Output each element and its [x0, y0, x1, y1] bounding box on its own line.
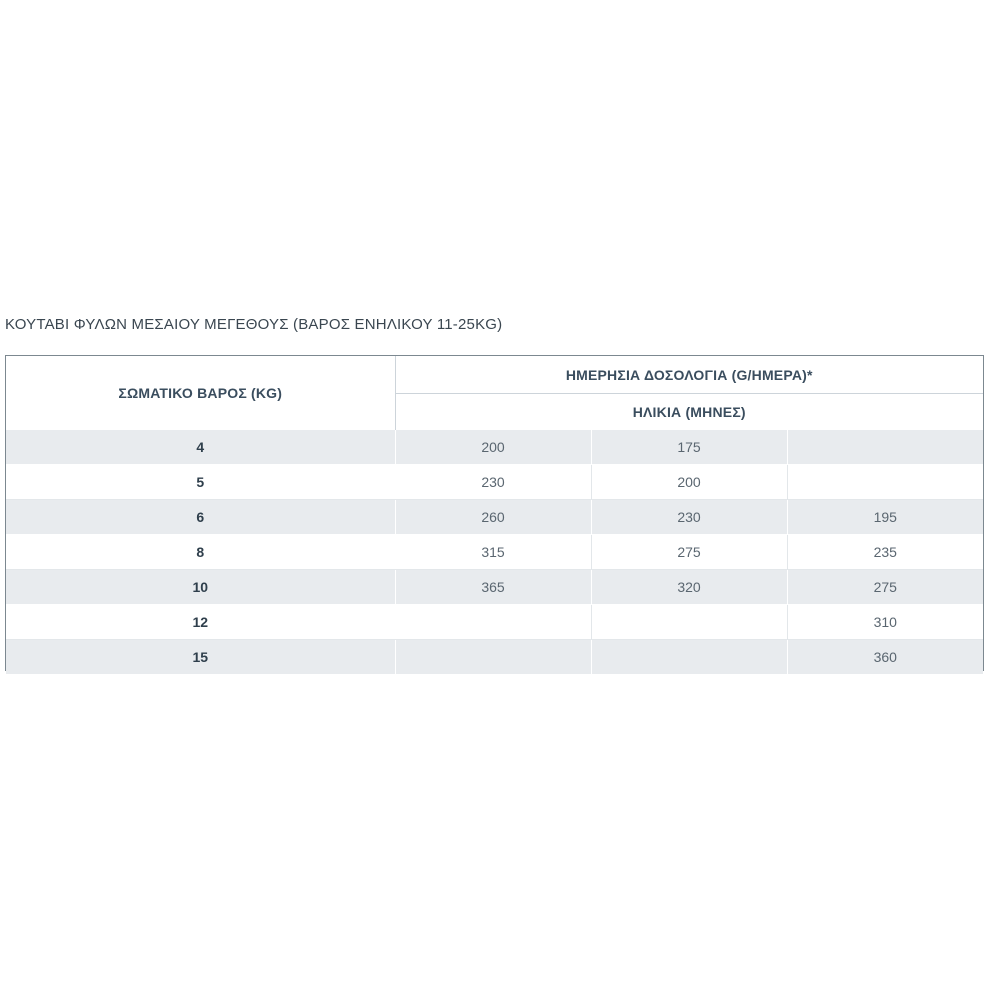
feeding-table-container [5, 355, 984, 671]
weight-cell: 10 [6, 570, 395, 605]
dosage-cell [787, 430, 983, 465]
weight-cell: 15 [6, 640, 395, 675]
dosage-cell: 360 [787, 640, 983, 675]
table-caption: ΚΟΥΤΑΒΙ ΦΥΛΩΝ ΜΕΣΑΙΟΥ ΜΕΓΕΘΟΥΣ (ΒΑΡΟΣ ΕΝΗΛΙΚΟΥ 11-25KG) [5, 316, 503, 333]
table-row [6, 640, 983, 675]
table-row [6, 500, 983, 535]
weight-cell: 4 [6, 430, 395, 465]
dosage-cell: 175 [591, 430, 787, 465]
weight-cell: 12 [6, 605, 395, 640]
dosage-cell: 275 [787, 570, 983, 605]
dosage-cell: 195 [787, 500, 983, 535]
daily-dosage-header: ΗΜΕΡΗΣΙΑ ΔΟΣΟΛΟΓΙΑ (G/ΗΜΕΡΑ)* [395, 356, 983, 394]
table-row [6, 570, 983, 605]
dosage-cell: 315 [395, 535, 591, 570]
dosage-cell [395, 640, 591, 675]
weight-cell: 8 [6, 535, 395, 570]
weight-cell: 5 [6, 465, 395, 500]
dosage-cell: 200 [395, 430, 591, 465]
dosage-cell: 275 [591, 535, 787, 570]
dosage-cell: 230 [591, 500, 787, 535]
weight-column-header: ΣΩΜΑΤΙΚΟ ΒΑΡΟΣ (KG) [6, 356, 395, 430]
dosage-cell: 235 [787, 535, 983, 570]
dosage-cell [787, 465, 983, 500]
dosage-cell: 260 [395, 500, 591, 535]
dosage-cell: 320 [591, 570, 787, 605]
dosage-cell: 365 [395, 570, 591, 605]
dosage-cell [591, 605, 787, 640]
weight-cell: 6 [6, 500, 395, 535]
table-body [6, 430, 983, 674]
table-row [6, 430, 983, 465]
dosage-cell: 230 [395, 465, 591, 500]
dosage-cell [591, 640, 787, 675]
table-row [6, 465, 983, 500]
table-row [6, 535, 983, 570]
feeding-table [6, 356, 983, 674]
dosage-cell: 310 [787, 605, 983, 640]
age-months-header: ΗΛΙΚΙΑ (ΜΗΝΕΣ) [395, 394, 983, 431]
dosage-cell [395, 605, 591, 640]
dosage-cell: 200 [591, 465, 787, 500]
table-row [6, 605, 983, 640]
